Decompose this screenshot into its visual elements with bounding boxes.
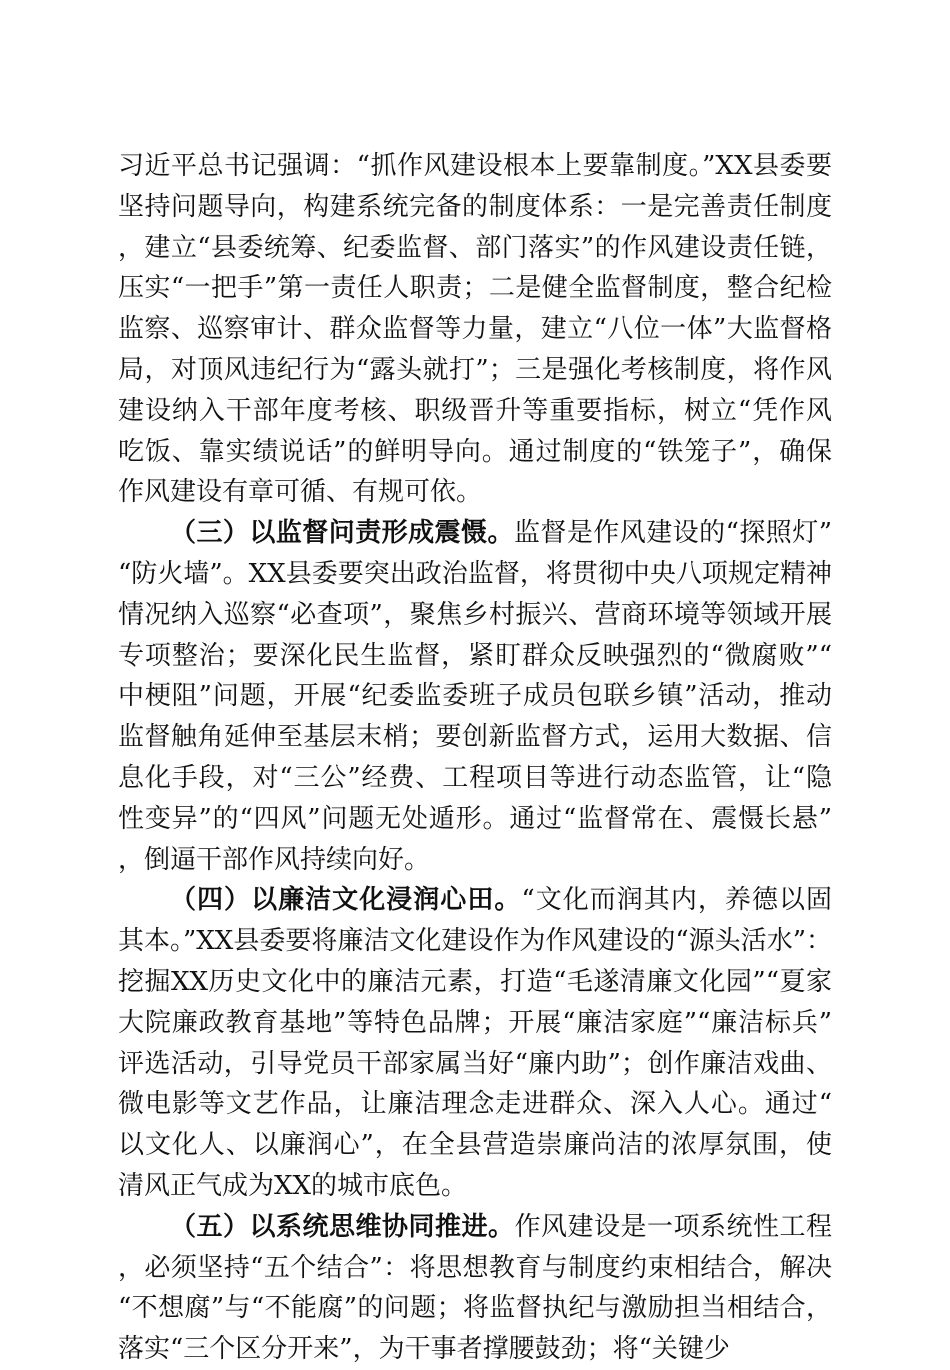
paragraph-body: 作风建设是一项系统性工程，必须坚持“五个结合”：将思想教育与制度约束相结合，解决“不想腐”与“不能腐”的问题；将监督执纪与激励担当相结合，落实“三个区分开来”，为干事者撑腰鼓劲；将“关键少 xyxy=(118,1211,832,1365)
paragraph-systematic-thinking xyxy=(118,1207,832,1370)
paragraph-heading: （三）以监督问责形成震慑。 xyxy=(170,518,514,549)
paragraph-institutional-system xyxy=(118,146,832,513)
paragraph-body: 监督是作风建设的“探照灯”“防火墙”。XX县委要突出政治监督，将贯彻中央八项规定精神情况纳入巡察“必查项”，聚焦乡村振兴、营商环境等领域开展专项整治；要深化民生监督，紧盯群众反映强烈的“微腐败”“中梗阻”问题，开展“纪委监委班子成员包联乡镇”活动，推动监督触角延伸至基层末梢；要创新监督方式，运用大数据、信息化手段，对“三公”经费、工程项目等进行动态监管，让“隐性变异”的“四风”问题无处遁形。通过“监督常在、震慑长悬”，倒逼干部作风持续向好。 xyxy=(118,518,832,875)
paragraph-body: 习近平总书记强调：“抓作风建设根本上要靠制度。”XX县委要坚持问题导向，构建系统完备的制度体系：一是完善责任制度，建立“县委统筹、纪委监督、部门落实”的作风建设责任链，压实“一把手”第一责任人职责；二是健全监督制度，整合纪检监察、巡察审计、群众监督等力量，建立“八位一体”大监督格局，对顶风违纪行为“露头就打”；三是强化考核制度，将作风建设纳入干部年度考核、职级晋升等重要指标，树立“凭作风吃饭、靠实绩说话”的鲜明导向。通过制度的“铁笼子”，确保作风建设有章可循、有规可依。 xyxy=(118,151,832,508)
paragraph-supervision-accountability xyxy=(118,513,832,880)
paragraph-body: “文化而润其内，养德以固其本。”XX县委要将廉洁文化建设作为作风建设的“源头活水”：挖掘XX历史文化中的廉洁元素，打造“毛遂清廉文化园”“夏家大院廉政教育基地”等特色品牌；开展“廉洁家庭”“廉洁标兵”评选活动，引导党员干部家属当好“廉内助”；创作廉洁戏曲、微电影等文艺作品，让廉洁理念走进群众、深入人心。通过“以文化人、以廉润心”，在全县营造崇廉尚洁的浓厚氛围，使清风正气成为XX的城市底色。 xyxy=(118,885,832,1201)
paragraph-integrity-culture xyxy=(118,880,832,1206)
paragraph-heading: （四）以廉洁文化浸润心田。 xyxy=(170,885,522,916)
document-page xyxy=(118,146,832,1370)
paragraph-heading: （五）以系统思维协同推进。 xyxy=(170,1211,515,1242)
